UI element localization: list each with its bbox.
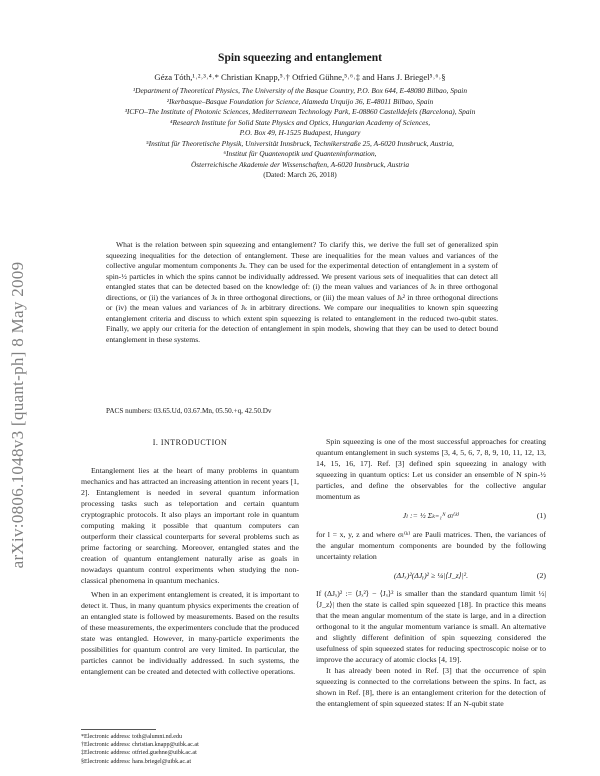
section-heading: I. INTRODUCTION [152,438,228,447]
affiliation-line: Österreichische Akademie der Wissenschaften, A-6020 Innsbruck, Austria [190,159,410,169]
footnote: *Electronic address: toth@alumni.nd.edu [81,734,183,740]
affiliation-line: ⁶Institut für Quantenoptik und Quanteninformation, [223,149,377,158]
footnotes [81,733,299,766]
body-paragraph: Spin squeezing is one of the most successful approaches for creating quantum entanglement in such systems [3, 4, 5, 6, 7, 8, 9, 10, 11, 12, 13, 14, 15, 16, 17]. Ref. [3] defined spin squeezing in analogy with squeezing in quantum optics: Let us consider an ensemble of N spin-½ particles, and define the observables for the collective angular momentum as [316,437,546,501]
equation-number: (1) [536,510,546,520]
body-paragraph: Entanglement lies at the heart of many problems in quantum mechanics and has attracted an increasing attention in recent years [1, 2]. Entanglement is needed in several quantum information processing tasks such as teleportation and certain quantum cryptographic protocols. It also plays an important role in quantum computing making it possible that quantum computers can outperform their classical counterparts for several problems such as prime factoring or searching. Moreover, entangled states and the creation of quantum entanglement naturally arise as goals in nowadays quantum control experiments when studying the non-classical phenomena in quantum mechanics. [81,466,299,585]
body-paragraph: for l = x, y, z and where σₗ⁽ᵏ⁾ are Pauli matrices. Then, the variances of the angular momentum components are bounded by the following uncertainty relation [316,529,546,561]
affiliation-line: ⁵Institut für Theoretische Physik, Universität Innsbruck, Technikerstraße 25, A-6020 Innsbruck, Austria, [146,138,454,148]
body-paragraph: If (ΔJₓ)² := ⟨Jₓ²⟩ − ⟨Jₓ⟩² is smaller than the standard quantum limit ½|⟨J_z⟩| then the state is called spin squeezed [18]. In practice this means that the mean angular momentum of the state is large, and in a direction orthogonal to it the angular momentum variance is small. An alternative and slightly different definition of spin squeezing considered the usefulness of spin squeezed states for reducing spectroscopic noise or to improve the accuracy of atomic clocks [4, 19]. [316,589,546,665]
affiliations [60,86,540,181]
equation-2 [316,571,546,582]
footnote: §Electronic address: hans.briegel@uibk.ac.at [81,758,192,765]
right-column [316,437,546,710]
dated-line: (Dated: March 26, 2018) [263,170,337,179]
author-list: Géza Tóth,¹˒²˒³˒⁴˒* Christian Knapp,⁵˒† Otfried Gühne,⁵˒⁶˒‡ and Hans J. Briegel⁵˒⁶˒§ [154,72,446,82]
footnote: †Electronic address: christian.knapp@uibk.ac.at [81,742,199,749]
equation-number: (2) [536,570,546,580]
pacs-numbers: PACS numbers: 03.65.Ud, 03.67.Mn, 05.50.+q, 42.50.Dv [106,407,272,415]
left-column [81,466,299,678]
body-paragraph: When in an experiment entanglement is created, it is important to detect it. Thus, in many quantum physics experiments the creation of an entangled state is followed by measurements. Based on the results of these measurements, the experimenters conclude that the produced state was entangled. However, in many-particle experiments the possibilities for quantum control are very limited. In particular, the particles cannot be individually addressed. In such systems, the entanglement can be created and detected with collective operations. [81,590,299,677]
equation-1 [316,511,546,522]
affiliation-line: ¹Department of Theoretical Physics, The University of the Basque Country, P.O. Box 644, E-48080 Bilbao, Spain [132,86,468,95]
equation-body: (ΔJₓ)²(ΔJᵧ)² ≥ ¼|⟨J_z⟩|². [393,570,469,580]
body-paragraph: It has already been noted in Ref. [3] that the occurrence of spin squeezing is connected to the correlations between the spins. In fact, as shown in Ref. [8], there is an entanglement criterion for the detection of the entanglement of spin squeezed states: If an N-qubit state [316,666,546,709]
equation-body: Jₗ := ½ Σₖ₌₁ᴺ σₗ⁽ᵏ⁾ [402,510,460,520]
abstract: What is the relation between spin squeezing and entanglement? To clarify this, we derive the full set of generalized spin squeezing inequalities for the detection of entanglement. These are inequalities for the mean values and variances of the collective angular momentum components Jₖ. They can be used for the experimental detection of entanglement in a system of spin-½ particles in which the spins cannot be individually addressed. We present various sets of inequalities that can detect all entangled states that can be detected based on the knowledge of: (i) the mean values and variances of Jₖ in three orthogonal directions, or (ii) the variances of Jₖ in three orthogonal directions, or (iii) the mean values of Jₖ² in three orthogonal directions or (iv) the mean values and variances of Jₖ in arbitrary directions. We compare our inequalities to known spin squeezing entanglement criteria and discuss to which extent spin squeezing is related to entanglement in the reduced two-qubit states. Finally, we apply our criteria for the detection of entanglement in spin models, showing that they can be used to detect bound entanglement in these systems. [106,240,498,344]
paper-title: Spin squeezing and entanglement [218,52,382,64]
affiliation-line: ²Ikerbasque–Basque Foundation for Science, Alameda Urquijo 36, E-48011 Bilbao, Spain [166,96,434,106]
affiliation-line: ³ICFO–The Institute of Photonic Sciences, Mediterranean Technology Park, E-08860 Castelldefels (Barcelona), Spain [124,107,476,116]
affiliation-line: P.O. Box 49, H-1525 Budapest, Hungary [239,128,361,137]
footnote-rule [81,729,156,730]
arxiv-stamp: arXiv:0806.1048v3 [quant-ph] 8 May 2009 [8,261,27,569]
footnote: ‡Electronic address: otfried.guehne@uibk.ac.at [81,750,197,757]
affiliation-line: ⁴Research Institute for Solid State Physics and Optics, Hungarian Academy of Sciences, [169,117,431,127]
